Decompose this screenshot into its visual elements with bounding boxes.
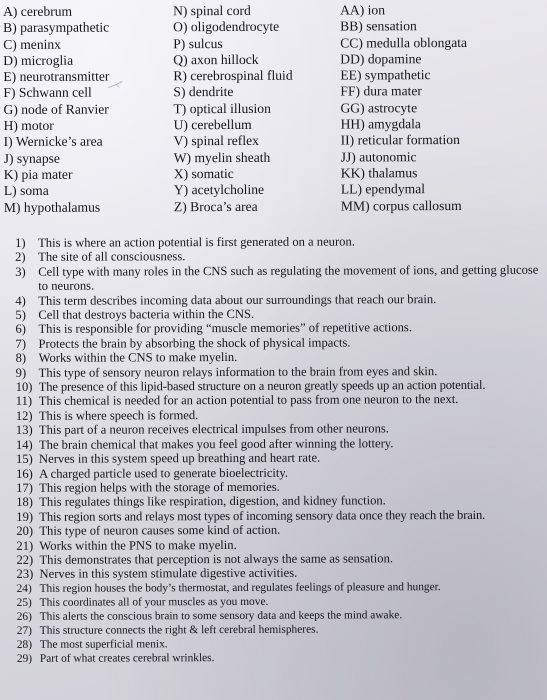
question-text: This region houses the body’s thermostat, and regulates feelings of pleasure and hunger. <box>39 580 441 595</box>
question-text: This type of sensory neuron relays information to the brain from eyes and skin. <box>38 363 438 380</box>
pen-mark-icon <box>107 78 123 90</box>
term-item: Z) Broca’s area <box>173 198 258 214</box>
term-item: EE) sympathetic <box>340 67 431 83</box>
question-text: Protects the brain by absorbing the shock of physical impacts. <box>38 335 351 351</box>
question-text: This region sorts and relays most types of incoming sensory data once they reach the brain. <box>39 507 486 524</box>
term-item: I) Wernicke’s area <box>3 133 103 150</box>
question-number: 25) <box>16 596 32 609</box>
question-number: 13) <box>15 423 33 438</box>
question-number: 7) <box>15 336 27 351</box>
term-item: D) microglia <box>3 52 74 68</box>
term-item: II) reticular formation <box>340 132 460 148</box>
question-number: 18) <box>16 495 34 510</box>
term-item: V) spinal reflex <box>173 133 259 149</box>
term-item: X) somatic <box>173 165 234 182</box>
question-text: This region helps with the storage of memories. <box>39 479 280 495</box>
question-number: 24) <box>16 582 32 595</box>
term-item: T) optical illusion <box>173 100 271 117</box>
term-column-1 <box>3 4 110 216</box>
term-item: Y) acetylcholine <box>173 182 265 198</box>
question-number: 4) <box>15 293 26 308</box>
question-number: 1) <box>15 235 26 250</box>
question-number: 9) <box>15 365 27 380</box>
term-item: K) pia mater <box>3 166 73 182</box>
question-list <box>15 234 547 667</box>
question-text: Works within the PNS to make myelin. <box>39 537 237 553</box>
question-text: Nerves in this system stimulate digestive activities. <box>39 566 298 582</box>
question-number: 14) <box>15 437 33 452</box>
question-text: This part of a neuron receives electrical impulses from other neurons. <box>38 421 389 438</box>
question-text: Part of what creates cerebral wrinkles. <box>39 652 215 666</box>
question-number: 29) <box>16 653 33 666</box>
question-text: The brain chemical that makes you feel good after winning the lottery. <box>38 435 394 452</box>
question-number: 3) <box>15 264 26 279</box>
question-text: Cell type with many roles in the CNS such as regulating the movement of ions, and getting glucose to neurons. <box>38 262 539 294</box>
term-column-2 <box>173 3 293 215</box>
term-item: F) Schwann cell <box>3 85 92 101</box>
term-item: M) hypothalamus <box>3 199 101 215</box>
question-text: Works within the CNS to make myelin. <box>38 350 238 366</box>
term-item: HH) amygdala <box>340 116 421 132</box>
question-text: The site of all consciousness. <box>38 249 186 265</box>
question-number: 10) <box>15 379 33 394</box>
term-item: G) node of Ranvier <box>3 101 109 117</box>
question-number: 23) <box>16 567 34 582</box>
question-text: This is where an action potential is first generated on a neuron. <box>38 234 355 250</box>
question-number: 16) <box>16 466 33 481</box>
question-number: 6) <box>15 322 26 337</box>
term-item: H) motor <box>3 117 54 134</box>
question-number: 27) <box>16 624 32 637</box>
question-item <box>17 650 547 666</box>
term-item: BB) sensation <box>340 18 417 34</box>
term-item: Q) axon hillock <box>173 51 259 68</box>
question-text: This alerts the conscious brain to some sensory data and keeps the mind awake. <box>39 609 403 623</box>
term-item: AA) ion <box>340 2 386 18</box>
question-text: This demonstrates that perception is not always the same as sensation. <box>39 551 394 567</box>
question-text: The most superficial menix. <box>39 638 168 651</box>
question-number: 19) <box>16 509 34 524</box>
term-item: DD) dopamine <box>340 51 422 67</box>
question-text: This regulates things like respiration, digestion, and kidney function. <box>39 493 386 510</box>
term-item: J) synapse <box>3 150 60 166</box>
question-text: Nerves in this system speed up breathing and heart rate. <box>38 450 321 466</box>
term-item: KK) thalamus <box>340 165 418 181</box>
question-text: This term describes incoming data about our surroundings that reach our brain. <box>38 291 437 308</box>
term-item: U) cerebellum <box>173 116 252 133</box>
question-text: This structure connects the right & left cerebral hemispheres. <box>39 623 319 637</box>
term-item: N) spinal cord <box>173 2 251 19</box>
term-item: P) sulcus <box>173 35 223 51</box>
question-text: A charged particle used to generate bioelectricity. <box>39 465 289 481</box>
question-item <box>15 262 545 293</box>
term-item: S) dendrite <box>173 84 234 100</box>
question-number: 2) <box>15 250 26 265</box>
question-number: 22) <box>16 552 34 567</box>
question-text: This chemical is needed for an action potential to pass from one neuron to the next. <box>38 392 459 409</box>
question-text: This coordinates all of your muscles as you move. <box>39 595 269 609</box>
term-item: O) oligodendrocyte <box>173 19 280 35</box>
question-number: 26) <box>16 610 32 623</box>
term-item: E) neurotransmitter <box>3 68 110 85</box>
question-text: This is where speech is formed. <box>38 408 199 423</box>
term-item: CC) medulla oblongata <box>340 34 468 51</box>
question-number: 8) <box>15 351 27 366</box>
term-item: LL) ependymal <box>340 181 426 197</box>
term-item: W) myelin sheath <box>173 149 271 165</box>
term-item: MM) corpus callosum <box>340 197 462 214</box>
question-number: 11) <box>15 394 33 409</box>
term-item: A) cerebrum <box>3 3 73 19</box>
question-number: 15) <box>15 451 33 467</box>
term-item: B) parasympathetic <box>3 19 110 36</box>
term-item: GG) astrocyte <box>340 99 418 116</box>
question-number: 20) <box>16 523 34 539</box>
question-text: Cell that destroys bacteria within the CNS. <box>38 306 255 322</box>
term-column-3 <box>340 2 468 214</box>
term-item: R) cerebrospinal fluid <box>173 67 293 84</box>
term-item: C) meninx <box>3 36 62 52</box>
term-item: FF) dura mater <box>340 83 422 99</box>
question-number: 21) <box>16 538 34 553</box>
question-number: 17) <box>16 480 33 495</box>
question-number: 28) <box>16 638 33 652</box>
question-number: 5) <box>15 307 26 322</box>
term-bank <box>3 2 544 218</box>
question-number: 12) <box>15 408 33 423</box>
question-text: The presence of this lipid-based structure on a neuron greatly speeds up an action potential. <box>38 377 486 394</box>
question-text: This type of neuron causes some kind of action. <box>39 522 281 538</box>
term-item: JJ) autonomic <box>340 148 417 165</box>
term-item: L) soma <box>3 183 49 199</box>
question-text: This is responsible for providing “muscle memories” of repetitive actions. <box>38 320 412 337</box>
